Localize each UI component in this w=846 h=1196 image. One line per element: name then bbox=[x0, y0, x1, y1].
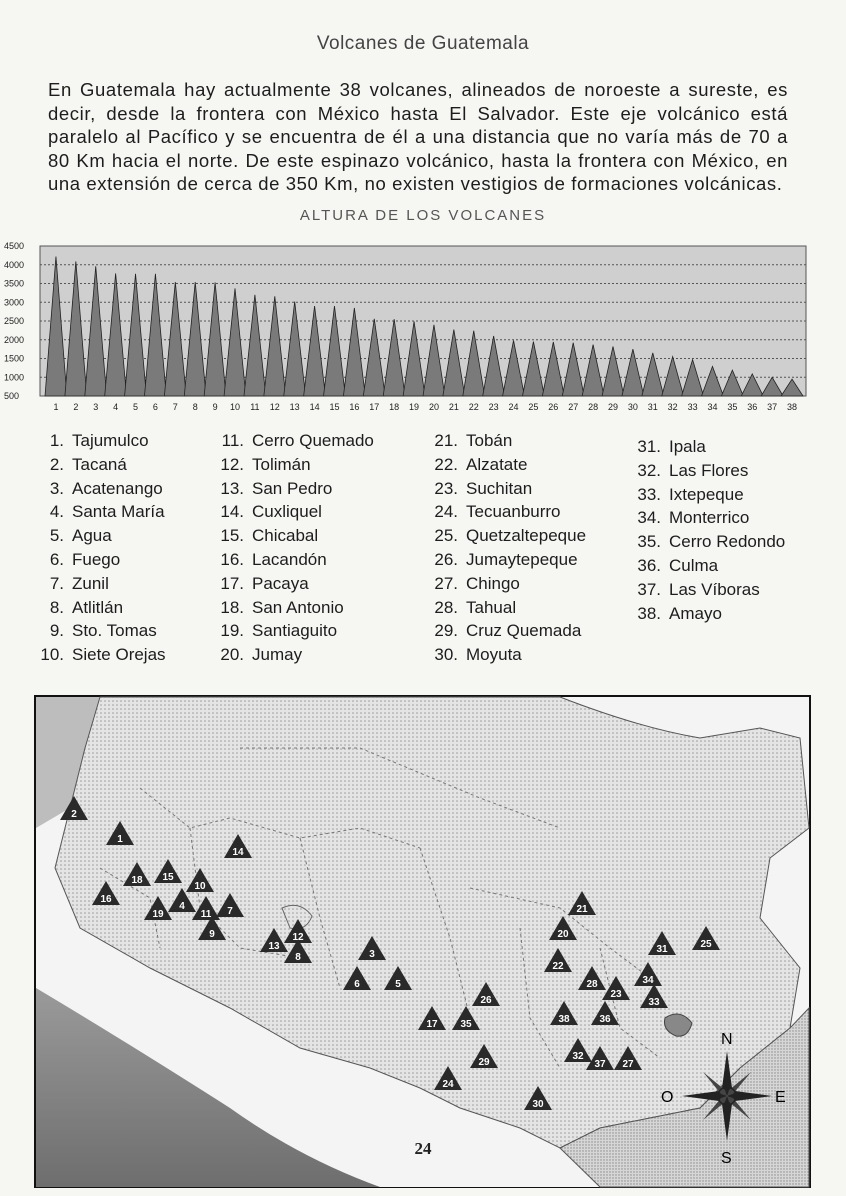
volcano-number: 23. bbox=[434, 478, 458, 498]
volcano-list-item bbox=[8, 500, 166, 524]
volcano-name: Monterrico bbox=[669, 508, 750, 528]
volcano-number: 1. bbox=[49, 431, 64, 450]
volcano-marker-label: 30 bbox=[532, 1099, 544, 1110]
x-tick-label: 7 bbox=[172, 402, 178, 412]
volcano-list-item bbox=[202, 477, 374, 501]
volcano-marker-label: 5 bbox=[395, 979, 401, 990]
volcano-name: Las Flores bbox=[669, 460, 749, 480]
volcano-list-col2 bbox=[202, 429, 374, 667]
volcano-name: Acatenango bbox=[72, 478, 163, 498]
volcano-number: 32. bbox=[637, 460, 661, 480]
x-tick-label: 33 bbox=[687, 402, 698, 412]
x-tick-label: 2 bbox=[73, 402, 79, 412]
volcano-list-item bbox=[410, 477, 586, 501]
volcano-number: 12. bbox=[220, 454, 244, 474]
volcano-marker-label: 12 bbox=[292, 932, 304, 943]
x-tick-label: 29 bbox=[607, 402, 619, 412]
volcano-list-item bbox=[410, 500, 586, 524]
volcano-marker-label: 28 bbox=[586, 979, 598, 990]
volcano-list-item bbox=[202, 429, 374, 453]
volcano-name: Chingo bbox=[466, 573, 520, 593]
volcano-number: 16. bbox=[220, 549, 244, 569]
volcano-name: Amayo bbox=[669, 603, 722, 623]
volcano-name: Atlitlán bbox=[72, 597, 124, 617]
y-tick-label: 3500 bbox=[4, 278, 25, 289]
x-tick-label: 31 bbox=[647, 402, 658, 412]
volcano-name: Tobán bbox=[466, 431, 513, 450]
compass-e: E bbox=[775, 1089, 786, 1106]
volcano-number: 25. bbox=[434, 526, 458, 546]
x-tick-label: 3 bbox=[93, 402, 99, 412]
volcano-list-item bbox=[202, 548, 374, 572]
volcano-list-item bbox=[615, 530, 785, 554]
volcano-list-item bbox=[410, 596, 586, 620]
compass-n: N bbox=[721, 1031, 733, 1048]
y-tick-label: 4500 bbox=[4, 241, 25, 251]
volcano-list-col4 bbox=[615, 435, 785, 625]
volcano-list-item bbox=[202, 643, 374, 667]
volcano-name: Tahual bbox=[466, 597, 517, 617]
volcano-name: Lacandón bbox=[252, 549, 327, 569]
volcano-list-item bbox=[202, 572, 374, 596]
volcano-marker-label: 6 bbox=[354, 979, 360, 990]
volcano-name: Cruz Quemada bbox=[466, 621, 582, 641]
volcano-number: 7. bbox=[49, 573, 64, 593]
x-tick-label: 20 bbox=[428, 402, 439, 412]
volcano-name: Agua bbox=[72, 526, 112, 546]
chart-title: ALTURA DE LOS VOLCANES bbox=[299, 207, 547, 224]
volcano-name: Santa María bbox=[72, 502, 165, 522]
x-tick-label: 16 bbox=[349, 402, 360, 412]
volcano-marker-label: 18 bbox=[131, 875, 143, 886]
volcano-list-item bbox=[202, 500, 374, 524]
volcano-list-item bbox=[202, 596, 374, 620]
volcano-number: 26. bbox=[434, 549, 458, 569]
volcano-name: Siete Orejas bbox=[72, 645, 166, 665]
x-tick-label: 21 bbox=[448, 402, 459, 412]
volcano-list-item bbox=[8, 477, 166, 501]
volcano-marker-label: 33 bbox=[648, 997, 660, 1008]
volcano-name: Tajumulco bbox=[72, 431, 149, 450]
x-tick-label: 1 bbox=[53, 402, 59, 412]
volcano-marker-label: 7 bbox=[227, 906, 233, 917]
volcano-number: 29. bbox=[434, 621, 458, 641]
volcano-name: Cerro Redondo bbox=[669, 532, 786, 552]
volcano-marker-label: 13 bbox=[268, 941, 280, 952]
volcano-marker-label: 31 bbox=[656, 944, 668, 955]
y-tick-label: 2500 bbox=[4, 316, 25, 326]
volcano-name: Quetzaltepeque bbox=[466, 526, 587, 546]
volcano-number: 34. bbox=[637, 508, 661, 528]
volcano-number: 37. bbox=[637, 579, 661, 599]
volcano-marker-label: 36 bbox=[599, 1014, 611, 1025]
x-tick-label: 37 bbox=[767, 402, 778, 412]
volcano-number: 22. bbox=[434, 454, 458, 474]
intro-paragraph: En Guatemala hay actualmente 38 volcanes, alineados de noroeste a sureste, es decir, desde la frontera con México hasta El Salvador. Este eje volcánico está paralelo al Pacífico y se encuentra de él a una distancia que no varía más de 70 a 80 Km hacia el norte. De este espinazo volcánico, hasta la frontera con México, en una extensión de cerca de 350 Km, no existen vestigios de formaciones volcánicas. bbox=[48, 79, 788, 194]
chart-y-ticks bbox=[4, 241, 24, 401]
volcano-number: 33. bbox=[637, 484, 661, 504]
x-tick-label: 23 bbox=[488, 402, 499, 412]
x-tick-label: 22 bbox=[468, 402, 479, 412]
volcano-list-item bbox=[615, 578, 785, 602]
volcano-name: Jumay bbox=[252, 645, 303, 665]
volcano-marker-label: 34 bbox=[642, 975, 654, 986]
volcano-marker-label: 21 bbox=[576, 904, 588, 915]
volcano-list-item bbox=[615, 483, 785, 507]
volcano-marker-label: 10 bbox=[194, 881, 206, 892]
volcano-list-item bbox=[202, 524, 374, 548]
volcano-list-item bbox=[615, 602, 785, 626]
volcano-number: 28. bbox=[434, 597, 458, 617]
volcano-marker-label: 27 bbox=[622, 1059, 634, 1070]
y-tick-label: 1500 bbox=[4, 353, 25, 364]
x-tick-label: 8 bbox=[192, 402, 198, 412]
volcano-list-item bbox=[410, 429, 586, 453]
x-tick-label: 26 bbox=[548, 402, 559, 412]
page-title: Volcanes de Guatemala bbox=[316, 33, 530, 54]
volcano-marker-label: 17 bbox=[426, 1019, 438, 1030]
volcano-name: Tecuanburro bbox=[466, 502, 561, 522]
volcano-marker-label: 26 bbox=[480, 995, 492, 1006]
volcano-number: 11. bbox=[221, 431, 244, 450]
volcano-list-item bbox=[202, 453, 374, 477]
volcano-marker-label: 2 bbox=[71, 809, 77, 820]
y-tick-label: 500 bbox=[4, 391, 20, 401]
volcano-name: Alzatate bbox=[466, 454, 528, 474]
volcano-number: 31. bbox=[637, 437, 661, 456]
x-tick-label: 35 bbox=[727, 402, 738, 412]
volcano-name: Suchitan bbox=[466, 478, 533, 498]
volcano-marker-label: 3 bbox=[369, 949, 375, 960]
volcano-number: 38. bbox=[637, 603, 661, 623]
chart-x-ticks bbox=[53, 402, 797, 412]
volcano-name: Cuxliquel bbox=[252, 502, 322, 522]
volcano-marker-label: 29 bbox=[478, 1057, 490, 1068]
volcano-marker-label: 38 bbox=[558, 1014, 570, 1025]
x-tick-label: 9 bbox=[212, 402, 218, 412]
volcano-number: 3. bbox=[49, 478, 64, 498]
volcano-number: 30. bbox=[434, 645, 458, 665]
volcano-list-item bbox=[410, 619, 586, 643]
volcano-height-chart bbox=[0, 238, 846, 418]
volcano-name: Zunil bbox=[72, 573, 109, 593]
guatemala-volcano-map bbox=[0, 688, 846, 1188]
volcano-list-item bbox=[8, 619, 166, 643]
volcano-marker-label: 19 bbox=[152, 909, 164, 920]
volcano-name: Ixtepeque bbox=[669, 484, 744, 504]
volcano-number: 21. bbox=[434, 431, 458, 450]
volcano-name: Jumaytepeque bbox=[466, 549, 578, 569]
x-tick-label: 34 bbox=[707, 402, 718, 412]
x-tick-label: 28 bbox=[588, 402, 599, 412]
volcano-list-item bbox=[410, 548, 586, 572]
volcano-marker-label: 22 bbox=[552, 961, 564, 972]
volcano-list-item bbox=[8, 572, 166, 596]
volcano-list-item bbox=[410, 643, 586, 667]
x-tick-label: 5 bbox=[133, 402, 139, 412]
volcano-name: San Pedro bbox=[252, 478, 333, 498]
volcano-marker-label: 32 bbox=[572, 1051, 584, 1062]
x-tick-label: 38 bbox=[787, 402, 798, 412]
volcano-list-item bbox=[8, 596, 166, 620]
volcano-list-item bbox=[615, 459, 785, 483]
volcano-name: Sto. Tomas bbox=[72, 621, 157, 641]
x-tick-label: 12 bbox=[269, 402, 280, 412]
volcano-number: 10. bbox=[40, 645, 64, 665]
volcano-marker-label: 37 bbox=[594, 1059, 606, 1070]
volcano-name: Ipala bbox=[669, 437, 706, 456]
volcano-number: 35. bbox=[637, 532, 661, 552]
volcano-list-col1 bbox=[8, 429, 166, 667]
volcano-name: Pacaya bbox=[252, 573, 309, 593]
x-tick-label: 30 bbox=[627, 402, 638, 412]
volcano-number: 8. bbox=[49, 597, 64, 617]
x-tick-label: 6 bbox=[152, 402, 158, 412]
volcano-list-item bbox=[410, 524, 586, 548]
volcano-name: Tolimán bbox=[252, 454, 311, 474]
volcano-number: 24. bbox=[434, 502, 458, 522]
y-tick-label: 2000 bbox=[4, 334, 25, 345]
volcano-list-item bbox=[615, 554, 785, 578]
x-tick-label: 24 bbox=[508, 402, 519, 412]
y-tick-label: 1000 bbox=[4, 372, 25, 383]
volcano-name: Santiaguito bbox=[252, 621, 338, 641]
volcano-name: Fuego bbox=[72, 549, 121, 569]
volcano-list-item bbox=[615, 506, 785, 530]
volcano-number: 2. bbox=[49, 454, 64, 474]
volcano-number: 17. bbox=[220, 573, 244, 593]
compass-s: S bbox=[721, 1150, 732, 1167]
y-tick-label: 4000 bbox=[4, 259, 25, 270]
volcano-list-item bbox=[8, 643, 166, 667]
x-tick-label: 25 bbox=[528, 402, 539, 412]
volcano-number: 5. bbox=[49, 526, 64, 546]
volcano-list-col3 bbox=[410, 429, 586, 667]
x-tick-label: 13 bbox=[289, 402, 300, 412]
volcano-list-item bbox=[410, 572, 586, 596]
volcano-marker-label: 14 bbox=[232, 847, 244, 858]
volcano-number: 20. bbox=[220, 645, 244, 665]
volcano-marker-label: 11 bbox=[200, 909, 212, 920]
volcano-list-item bbox=[8, 429, 166, 453]
volcano-number: 15. bbox=[220, 526, 244, 546]
volcano-list-item bbox=[615, 435, 785, 459]
volcano-name: Chicabal bbox=[252, 526, 319, 546]
x-tick-label: 11 bbox=[250, 402, 260, 412]
x-tick-label: 36 bbox=[747, 402, 758, 412]
volcano-name: San Antonio bbox=[252, 597, 344, 617]
x-tick-label: 4 bbox=[113, 402, 119, 412]
volcano-list-item bbox=[8, 453, 166, 477]
volcano-list-item bbox=[202, 619, 374, 643]
compass-w: O bbox=[661, 1089, 674, 1106]
x-tick-label: 32 bbox=[667, 402, 678, 412]
y-tick-label: 3000 bbox=[4, 297, 25, 308]
volcano-name: Cerro Quemado bbox=[252, 431, 374, 450]
x-tick-label: 18 bbox=[389, 402, 400, 412]
volcano-number: 4. bbox=[49, 502, 64, 522]
volcano-marker-label: 1 bbox=[117, 834, 123, 845]
volcano-name: Tacaná bbox=[72, 454, 127, 474]
volcano-marker-label: 23 bbox=[610, 989, 622, 1000]
volcano-number: 9. bbox=[49, 621, 64, 641]
volcano-marker-label: 25 bbox=[700, 939, 712, 950]
volcano-number: 6. bbox=[49, 549, 64, 569]
volcano-name: Moyuta bbox=[466, 645, 522, 665]
volcano-number: 36. bbox=[637, 555, 661, 575]
volcano-marker-label: 9 bbox=[209, 929, 215, 940]
volcano-list-item bbox=[410, 453, 586, 477]
volcano-list-item bbox=[8, 524, 166, 548]
x-tick-label: 27 bbox=[568, 402, 579, 412]
volcano-marker-label: 20 bbox=[557, 929, 569, 940]
volcano-marker-label: 8 bbox=[295, 952, 301, 963]
x-tick-label: 10 bbox=[229, 402, 241, 412]
volcano-number: 13. bbox=[220, 478, 244, 498]
volcano-marker-label: 4 bbox=[179, 901, 185, 912]
volcano-marker-label: 24 bbox=[442, 1079, 454, 1090]
volcano-marker-label: 15 bbox=[162, 872, 174, 883]
volcano-name: Las Víboras bbox=[669, 579, 760, 599]
volcano-name: Culma bbox=[669, 555, 719, 575]
page-number: 24 bbox=[414, 1139, 432, 1158]
volcano-list-item bbox=[8, 548, 166, 572]
volcano-number: 14. bbox=[220, 502, 244, 522]
volcano-number: 19. bbox=[220, 621, 244, 641]
x-tick-label: 14 bbox=[309, 402, 320, 412]
volcano-number: 18. bbox=[220, 597, 244, 617]
x-tick-label: 19 bbox=[409, 402, 420, 412]
volcano-number: 27. bbox=[434, 573, 458, 593]
volcano-marker-label: 16 bbox=[100, 894, 112, 905]
x-tick-label: 15 bbox=[329, 402, 340, 412]
x-tick-label: 17 bbox=[369, 402, 380, 412]
volcano-marker-label: 35 bbox=[460, 1019, 472, 1030]
